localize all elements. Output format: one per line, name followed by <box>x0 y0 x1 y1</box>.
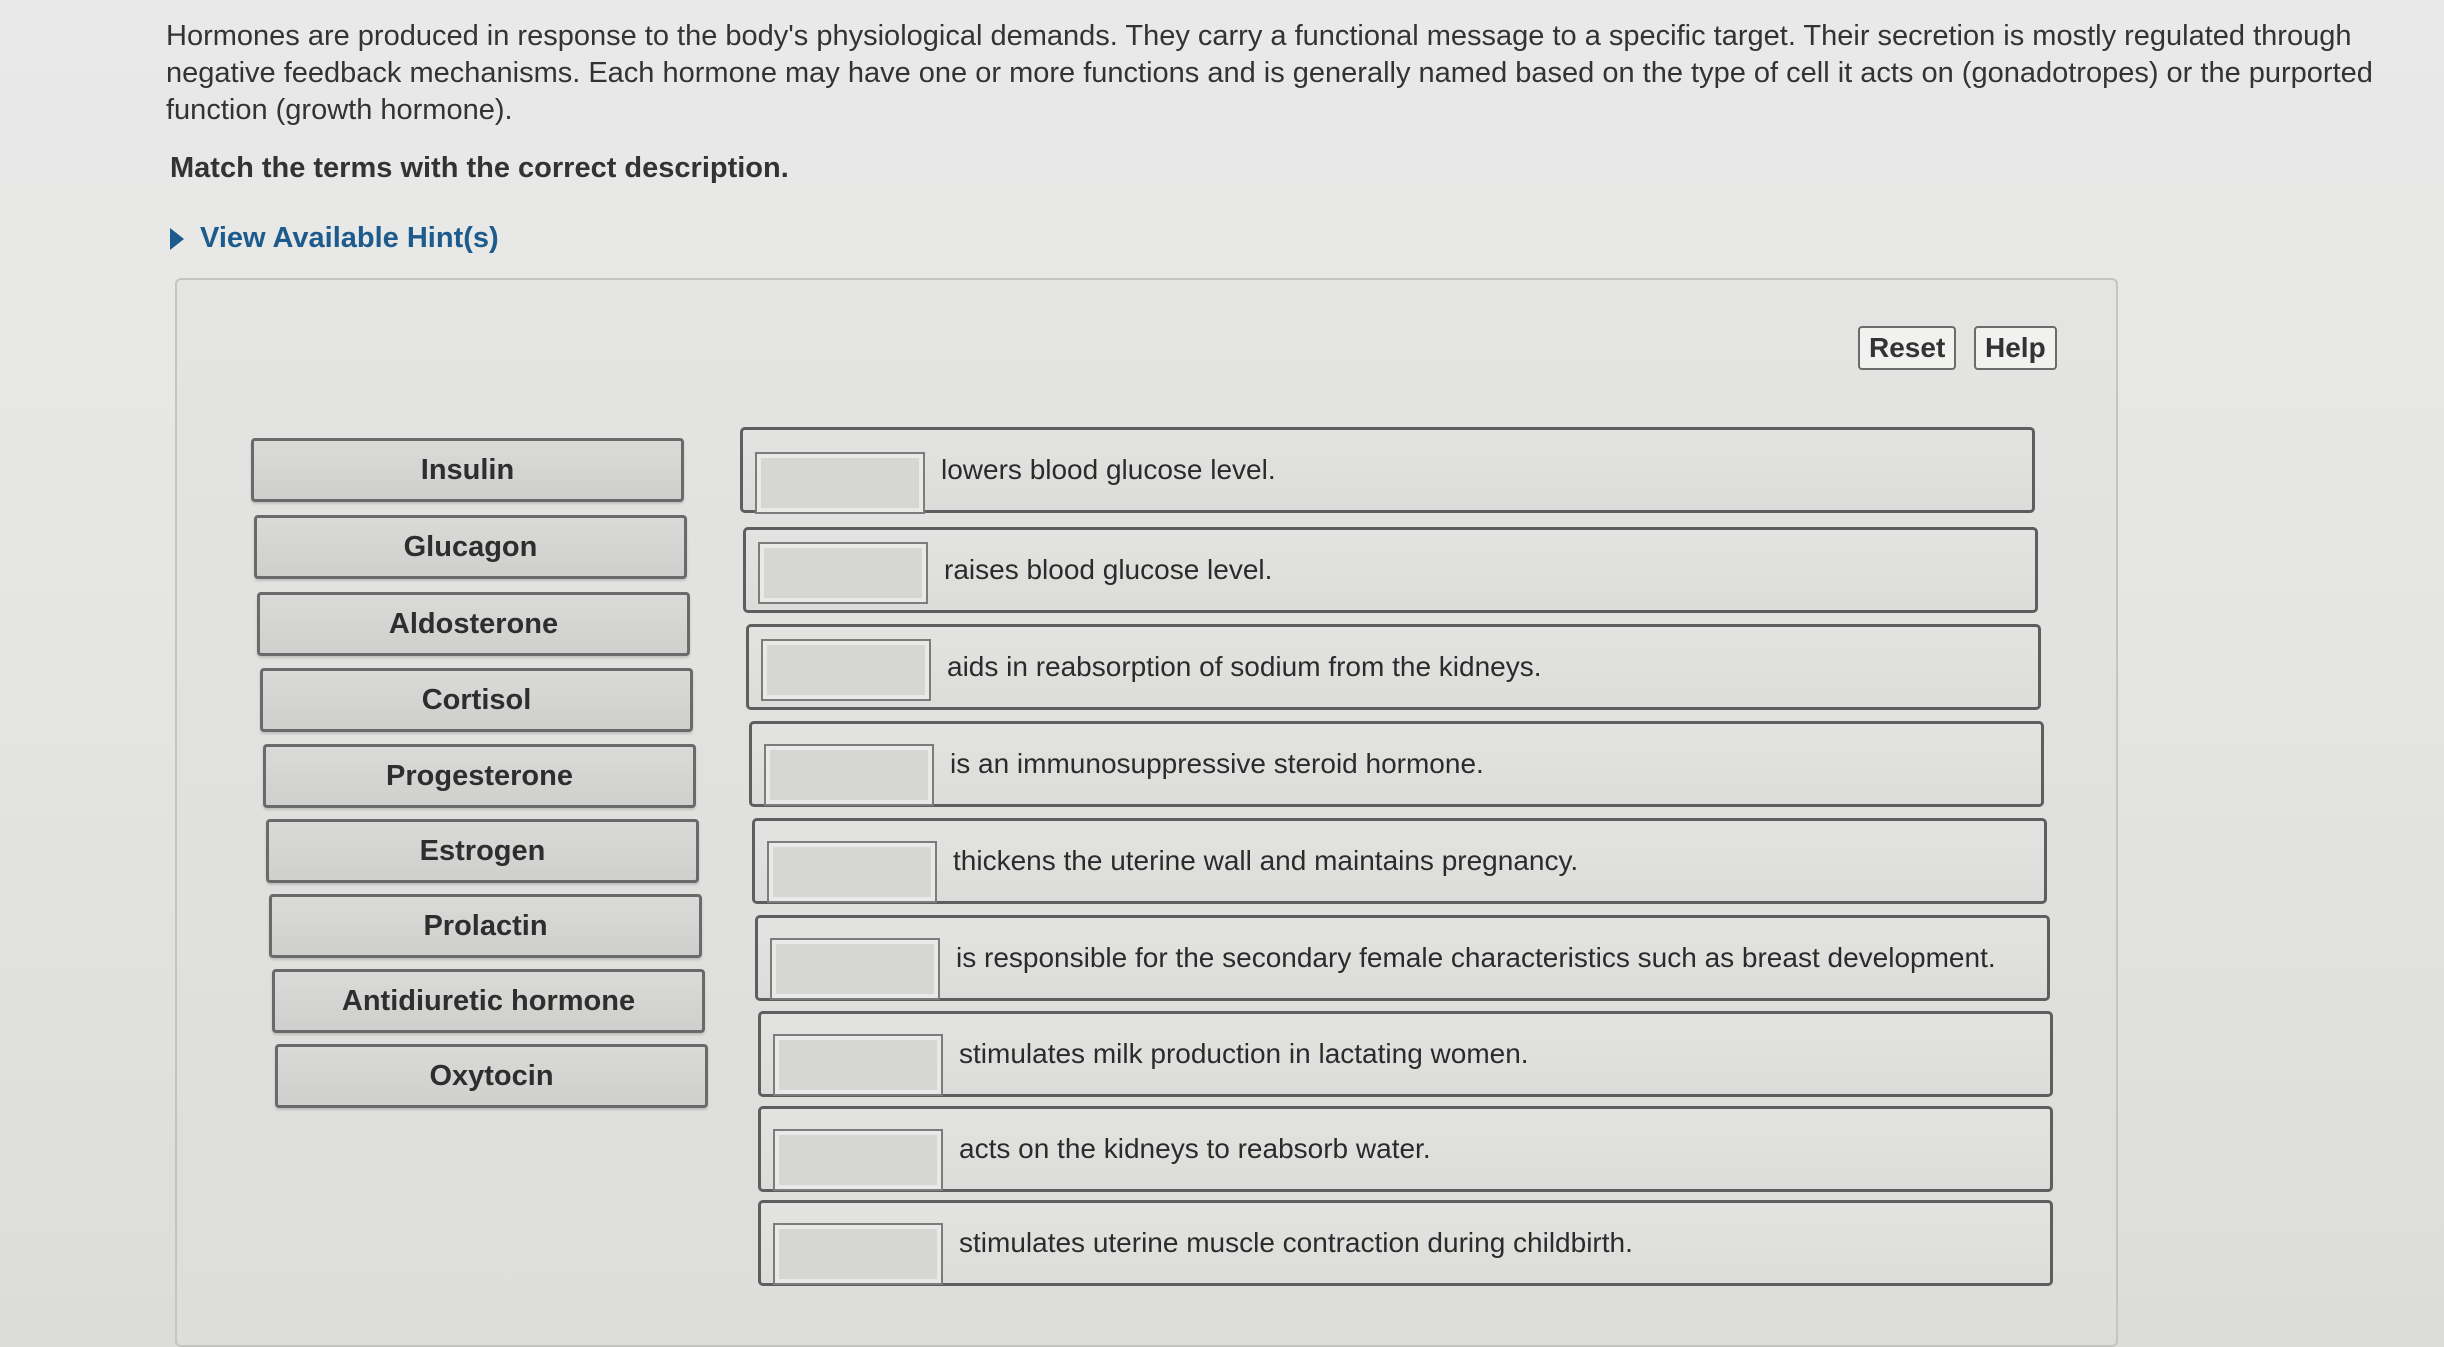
description-text: aids in reabsorption of sodium from the kidneys. <box>947 651 1542 682</box>
term-aldosterone[interactable]: Aldosterone <box>257 592 690 656</box>
description-row <box>743 527 2038 613</box>
answer-drop-target[interactable] <box>764 744 934 806</box>
description-row <box>755 915 2050 1001</box>
description-row <box>758 1106 2053 1192</box>
description-text: stimulates milk production in lactating women. <box>959 1038 1529 1069</box>
description-text: is responsible for the secondary female characteristics such as breast development. <box>956 942 1996 973</box>
answer-drop-target[interactable] <box>761 639 931 701</box>
expand-caret-icon <box>170 228 184 250</box>
answer-drop-target[interactable] <box>773 1129 943 1191</box>
answer-drop-target[interactable] <box>770 938 940 1000</box>
term-progesterone[interactable]: Progesterone <box>263 744 696 808</box>
view-hints-link[interactable] <box>170 222 499 255</box>
answer-drop-target[interactable] <box>767 841 937 903</box>
term-prolactin[interactable]: Prolactin <box>269 894 702 958</box>
answer-drop-target[interactable] <box>773 1223 943 1285</box>
description-row <box>740 427 2035 513</box>
description-row <box>752 818 2047 904</box>
question-intro-text: Hormones are produced in response to the body's physiological demands. They carry a functional message to a specific target. Their secretion is mostly regulated through negative feedback mechanisms. Each hormone may have one or more functions and is generally named based on the type of cell it acts on (gonadotropes) or the purported function (growth hormone). <box>166 20 2373 126</box>
help-button[interactable]: Help <box>1974 326 2057 370</box>
term-estrogen[interactable]: Estrogen <box>266 819 699 883</box>
answer-drop-target[interactable] <box>755 452 925 514</box>
reset-button[interactable]: Reset <box>1858 326 1956 370</box>
description-text: lowers blood glucose level. <box>941 454 1276 485</box>
description-row <box>746 624 2041 710</box>
description-row <box>758 1011 2053 1097</box>
description-row <box>758 1200 2053 1286</box>
description-text: is an immunosuppressive steroid hormone. <box>950 748 1484 779</box>
description-text: raises blood glucose level. <box>944 554 1273 585</box>
description-text: stimulates uterine muscle contraction during childbirth. <box>959 1227 1633 1258</box>
description-text: acts on the kidneys to reabsorb water. <box>959 1133 1431 1164</box>
term-cortisol[interactable]: Cortisol <box>260 668 693 732</box>
answer-drop-target[interactable] <box>758 542 928 604</box>
term-antidiuretic-hormone[interactable]: Antidiuretic hormone <box>272 969 705 1033</box>
description-text: thickens the uterine wall and maintains pregnancy. <box>953 845 1579 876</box>
description-row <box>749 721 2044 807</box>
term-oxytocin[interactable]: Oxytocin <box>275 1044 708 1108</box>
view-hints-label: View Available Hint(s) <box>200 222 499 254</box>
term-glucagon[interactable]: Glucagon <box>254 515 687 579</box>
question-instruction: Match the terms with the correct description. <box>170 152 789 184</box>
term-insulin[interactable]: Insulin <box>251 438 684 502</box>
answer-drop-target[interactable] <box>773 1034 943 1096</box>
